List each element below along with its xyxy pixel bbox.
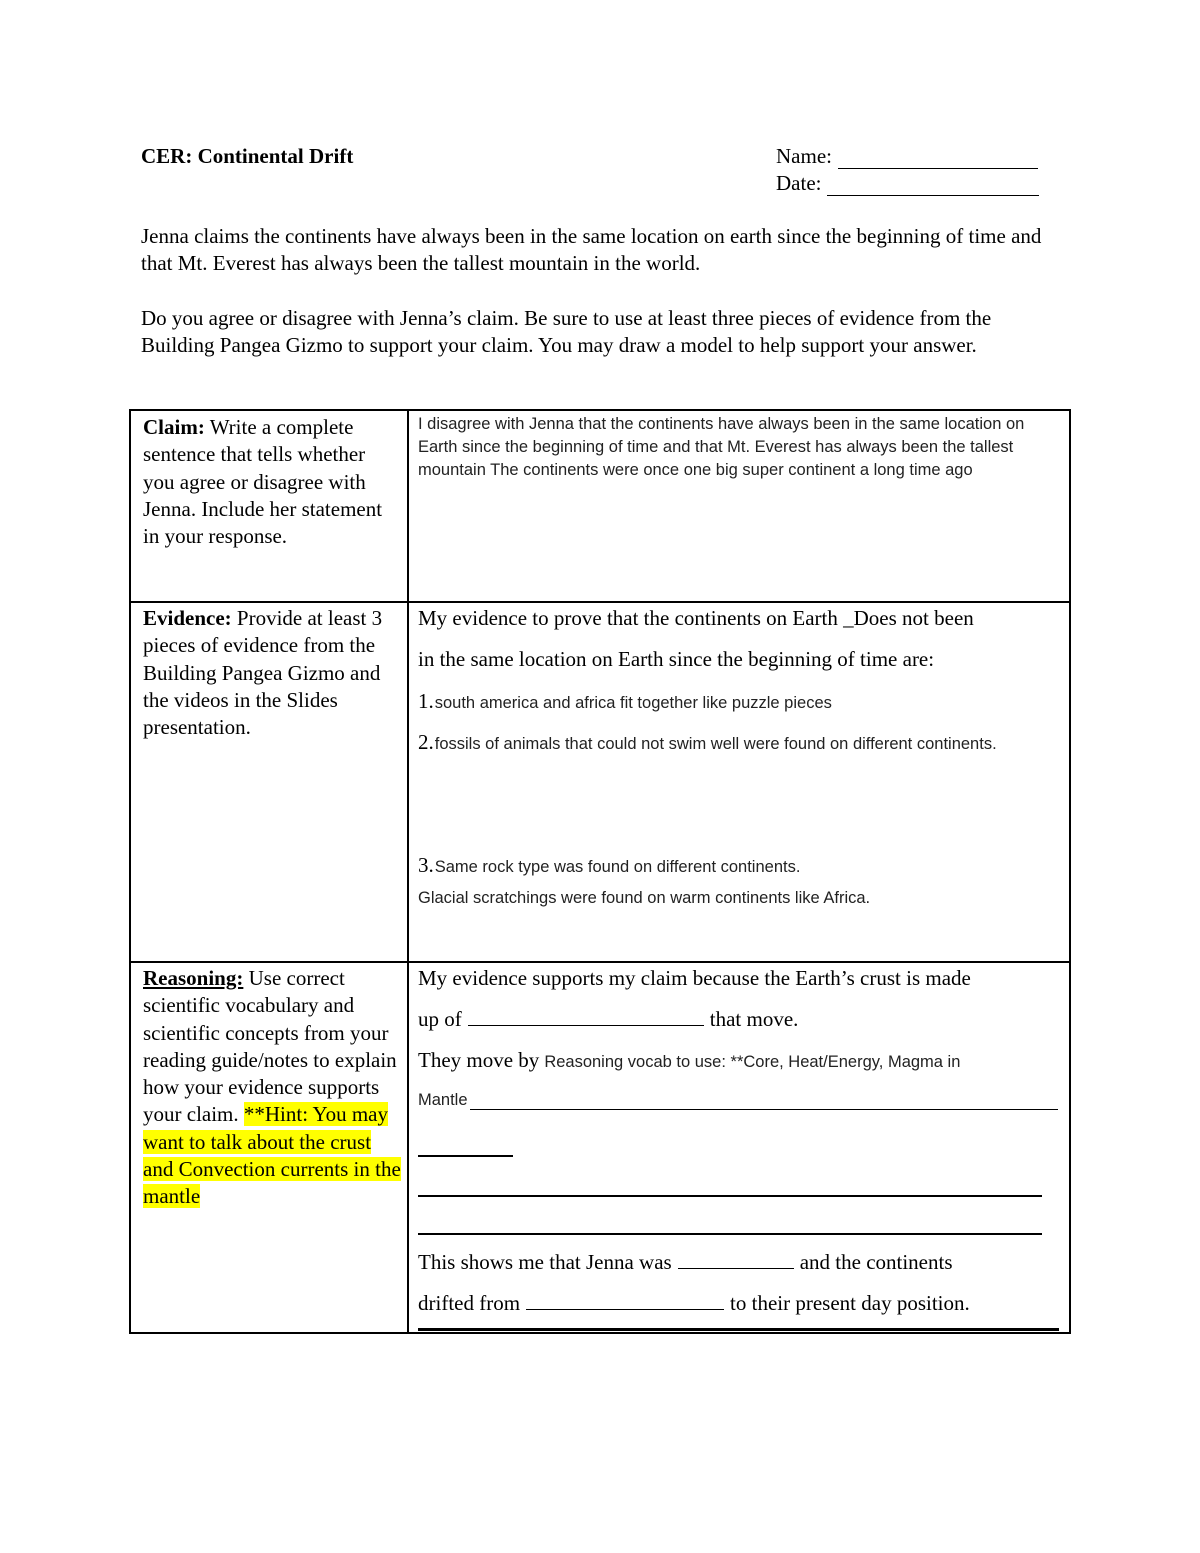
reasoning-prompt-cell [143,965,401,1211]
evidence-text: south america and africa fit together like puzzle pieces [434,694,832,712]
move-blank[interactable] [470,1089,1058,1110]
date-blank[interactable] [827,176,1039,196]
evidence-intro-line: in the same location on Earth since the beginning of time are: [418,647,935,671]
name-label: Name: [776,144,832,168]
document-title: CER: Continental Drift [141,144,354,168]
reasoning-text: to their present day position. [730,1291,970,1315]
column-divider [407,411,409,1332]
reasoning-text: and the continents [799,1250,953,1274]
evidence-label: Evidence: [143,606,232,630]
reasoning-text: drifted from [418,1291,521,1315]
reasoning-text: up of [418,1007,462,1031]
claim-response[interactable]: I disagree with Jenna that the continents have always been in the same location on Earth since the beginning of time and that Mt. Everest has always been the tallest mountain The continents were once one big super continent a long time ago [418,415,1025,479]
evidence-extra[interactable]: Glacial scratchings were found on warm continents like Africa. [418,889,871,907]
evidence-item[interactable] [418,730,997,755]
claim-prompt-cell [143,414,401,550]
reasoning-line [418,1007,798,1032]
evidence-prompt-cell [143,605,401,741]
bottom-rule [418,1328,1059,1331]
crust-blank[interactable] [468,1007,704,1026]
name-field-row [776,144,1038,169]
answer-line[interactable] [418,1155,513,1157]
jenna-blank[interactable] [678,1250,794,1269]
reasoning-line [418,1048,960,1073]
reasoning-label: Reasoning: [143,966,244,990]
reasoning-hint: **Hint: You may want to talk about the crust and Convection currents in the mantle [143,1102,401,1209]
reasoning-prompt: Use correct scientific vocabulary and scientific concepts from your reading guide/notes to explain how your evidence supports your claim. [143,966,397,1127]
reasoning-text: They move by [418,1048,540,1072]
reasoning-line [418,1250,953,1275]
date-field-row [776,171,1039,196]
claim-label: Claim: [143,415,205,439]
cer-table [129,409,1071,1334]
evidence-item[interactable] [418,689,832,714]
evidence-prompt: Provide at least 3 pieces of evidence from the Building Pangea Gizmo and the videos in the Slides presentation. [143,606,383,740]
evidence-text: fossils of animals that could not swim well were found on different continents. [434,735,997,753]
evidence-number: 1. [418,689,434,713]
evidence-intro-line: My evidence to prove that the continents on Earth _Does not been [418,606,974,630]
reasoning-line: My evidence supports my claim because the Earth’s crust is made [418,966,971,990]
evidence-item[interactable] [418,853,800,878]
row-divider [131,601,1069,603]
evidence-number: 2. [418,730,434,754]
instructions-paragraph: Do you agree or disagree with Jenna’s claim. Be sure to use at least three pieces of evidence from the Building Pangea Gizmo to support your claim. You may draw a model to help support your answer. [141,306,992,357]
intro-paragraph: Jenna claims the continents have always been in the same location on earth since the beginning of time and that Mt. Everest has always been the tallest mountain in the world. [141,224,1042,275]
drifted-from-blank[interactable] [526,1291,724,1310]
name-blank[interactable] [838,149,1038,169]
evidence-number: 3. [418,853,434,877]
reasoning-line [418,1089,1058,1110]
answer-line[interactable] [418,1233,1042,1235]
date-label: Date: [776,171,822,195]
reasoning-text: This shows me that Jenna was [418,1250,672,1274]
vocab-note: Mantle [418,1091,468,1109]
vocab-note: Reasoning vocab to use: **Core, Heat/Energy, Magma in [544,1053,961,1071]
evidence-text: Same rock type was found on different continents. [434,858,801,876]
row-divider [131,961,1069,963]
reasoning-text: that move. [709,1007,799,1031]
answer-line[interactable] [418,1195,1042,1197]
claim-prompt: Write a complete sentence that tells whether you agree or disagree with Jenna. Include her statement in your response. [143,415,383,549]
reasoning-line [418,1291,970,1316]
